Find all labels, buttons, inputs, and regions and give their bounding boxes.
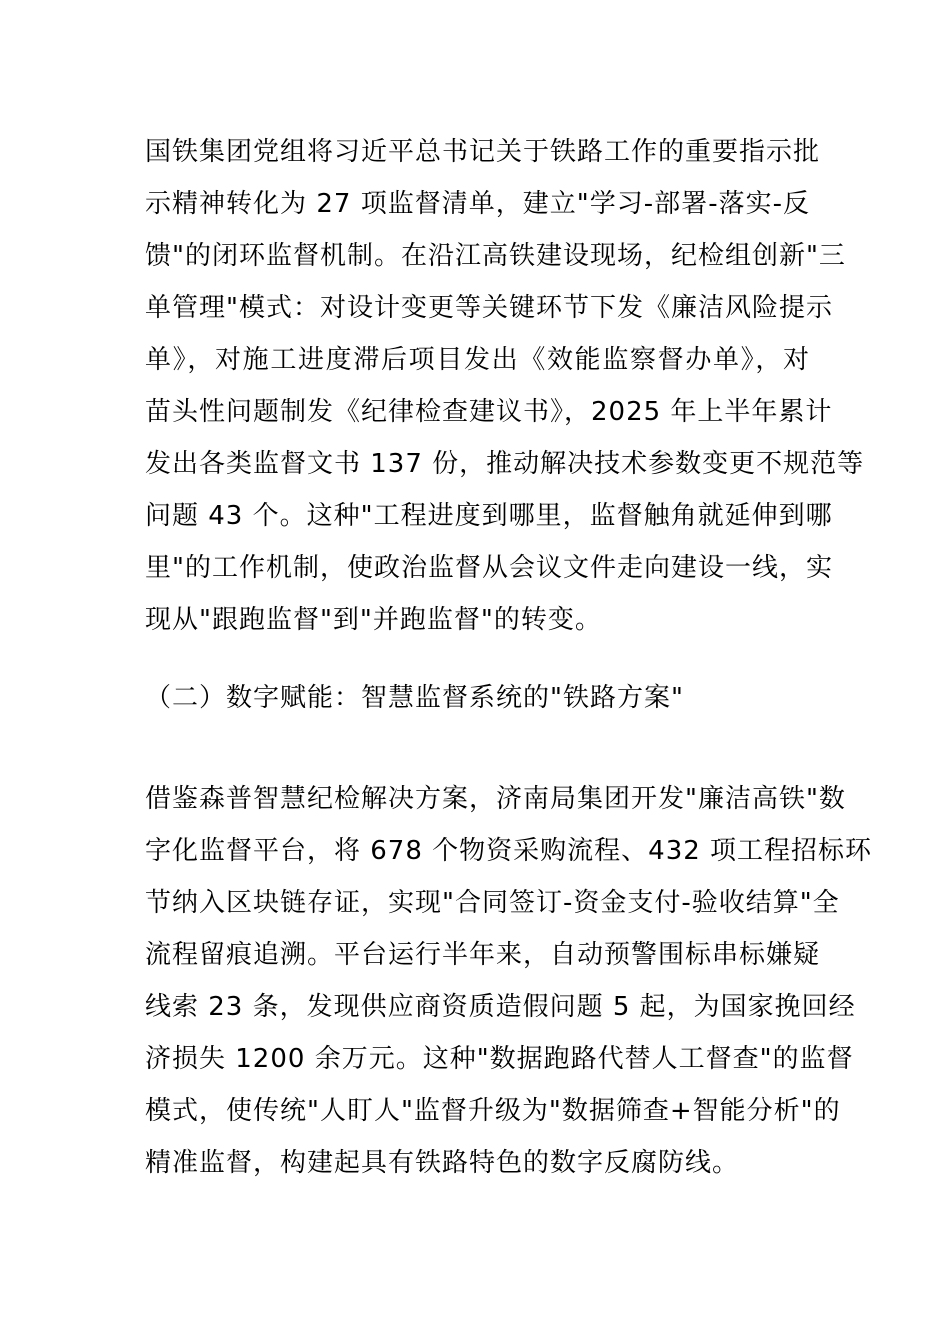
text-line: 问题 43 个。这种"工程进度到哪里，监督触角就延伸到哪 xyxy=(145,501,833,531)
text-line: 示精神转化为 27 项监督清单，建立"学习-部署-落实-反 xyxy=(145,189,810,219)
paragraph-railway-supervision xyxy=(145,126,865,646)
section-heading xyxy=(145,672,810,724)
text-line: 字化监督平台，将 678 个物资采购流程、432 项工程招标环 xyxy=(145,836,873,866)
text-line: 模式，使传统"人盯人"监督升级为"数据筛查+智能分析"的 xyxy=(145,1096,841,1126)
text-line: 借鉴森普智慧纪检解决方案，济南局集团开发"廉洁高铁"数 xyxy=(145,784,846,814)
text-line: 里"的工作机制，使政治监督从会议文件走向建设一线，实 xyxy=(145,553,833,583)
text-line: 节纳入区块链存证，实现"合同签订-资金支付-验收结算"全 xyxy=(145,888,840,918)
text-line: 精准监督，构建起具有铁路特色的数字反腐防线。 xyxy=(145,1148,740,1178)
text-line: 单管理"模式：对设计变更等关键环节下发《廉洁风险提示 xyxy=(145,293,833,323)
text-line: 馈"的闭环监督机制。在沿江高铁建设现场，纪检组创新"三 xyxy=(145,241,846,271)
text-line: 线索 23 条，发现供应商资质造假问题 5 起，为国家挽回经 xyxy=(145,992,856,1022)
paragraph-digital-supervision xyxy=(145,773,873,1189)
text-line: 济损失 1200 余万元。这种"数据跑路代替人工督查"的监督 xyxy=(145,1044,854,1074)
text-line: 流程留痕追溯。平台运行半年来，自动预警围标串标嫌疑 xyxy=(145,940,821,970)
text-line: 国铁集团党组将习近平总书记关于铁路工作的重要指示批 xyxy=(145,137,821,167)
text-line: 苗头性问题制发《纪律检查建议书》，2025 年上半年累计 xyxy=(145,397,833,427)
text-line: 现从"跟跑监督"到"并跑监督"的转变。 xyxy=(145,605,602,635)
heading-text: （二）数字赋能：智慧监督系统的"铁路方案" xyxy=(145,683,684,713)
text-line: 发出各类监督文书 137 份，推动解决技术参数变更不规范等 xyxy=(145,449,865,479)
text-line: 单》，对施工进度滞后项目发出《效能监察督办单》，对 xyxy=(145,345,810,375)
